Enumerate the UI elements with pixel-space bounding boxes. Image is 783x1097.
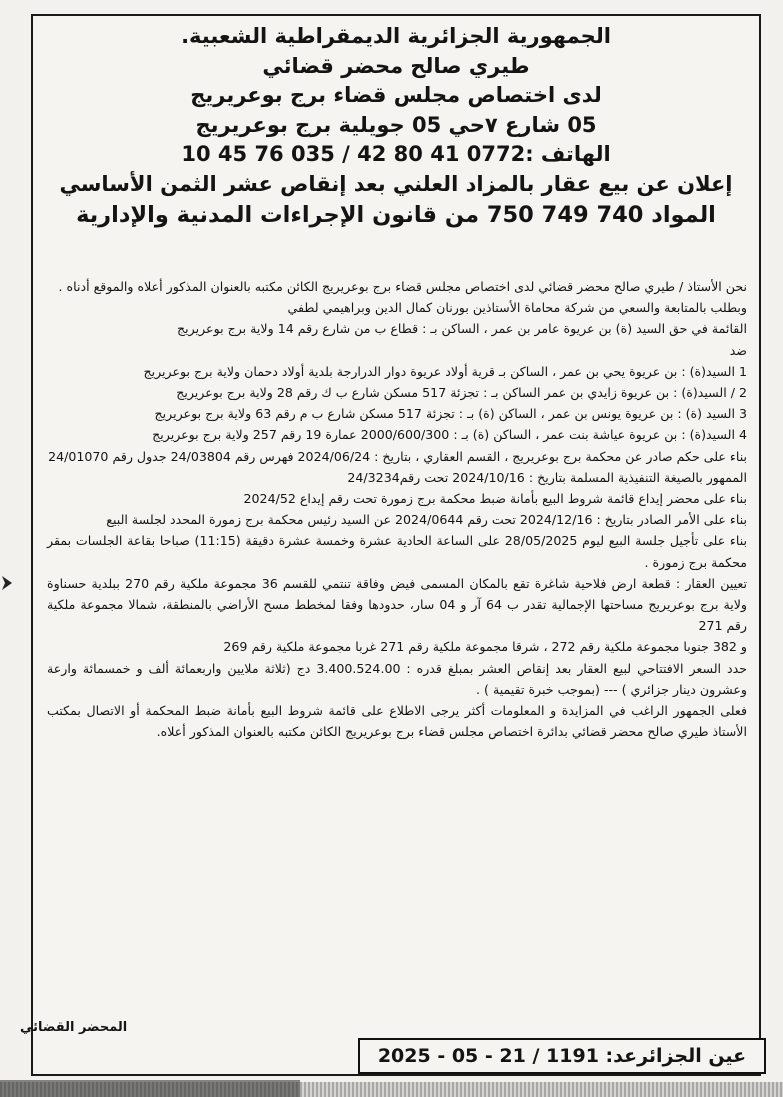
bailiff-signature-label: المحضر القضائي: [20, 1020, 128, 1035]
bailiff-name: طيري صالح محضر قضائي: [262, 53, 530, 78]
enforcement-paragraph: الممهور بالصيغة التنفيذية المسلمة بتاريخ : 2024/10/16 تحت رقم24/3234: [347, 469, 747, 485]
legal-articles-line: المواد 740 749 750 من قانون الإجراءات المدنية والإدارية: [76, 202, 716, 228]
intro-paragraph: نحن الأستاذ / طيري صالح محضر قضائي لدى اختصاص مجلس قضاء برج بوعريريج الكائن مكتبه بالعنوان المذكور أعلاه والموقع أدناه .: [58, 279, 747, 294]
postponement-paragraph: بناء على تأجيل جلسة البيع ليوم 28/05/2025 على الساعة الحادية عشرة وخمسة عشرة دقيقة (11:15) صباحا بقاعة الجلسات بمقر محكمة برج زمورة .: [47, 533, 747, 570]
against-label: ضد: [729, 342, 747, 358]
address-line: 05 شارع ٧حي 05 جويلية برج بوعريريج: [195, 112, 597, 137]
jurisdiction-line: لدى اختصاص مجلس قضاء برج بوعريريج: [190, 83, 602, 107]
opening-price: حدد السعر الافتتاحي لبيع العقار بعد إنقاص العشر بمبلغ قدره : 3.400.524.00 دج (ثلاثة ملايين واربعمائة ألف و خمسمائة وارعة وعشرون دينار جزائري ) --- (بموجب خبرة تقيمية ) .: [47, 660, 747, 697]
judgment-paragraph: بناء على حكم صادر عن محكمة برج بوعريريج ، القسم العقاري ، بتاريخ : 2024/06/24 فهرس رقم 24/03804 جدول رقم 24/01070: [48, 448, 747, 464]
announcement-title: إعلان عن بيع عقار بالمزاد العلني بعد إنقاص عشر الثمن الأساسي: [59, 171, 733, 196]
defendant-2: 2 / السيد(ة) : بن عريوة زايدي بن عمر الساكن بـ : تجزئة 517 مسكن شارع ب ك رقم 28 ولاية برج بوعريريج: [176, 385, 747, 401]
defendant-3: 3 السيد (ة) : بن عريوة يونس بن عمر ، الساكن (ة) بـ : تجزئة 517 مسكن شارع ب م رقم 63 ولاية برج بوعريريج: [154, 406, 747, 422]
closing-paragraph: فعلى الجمهور الراغب في المزايدة و المعلومات أكثر يرجى الاطلاع على قائمة شروط البيع بأمانة ضبط المحكمة أو الاتصال بمكتب الأستاذ طيري صالح محضر قضائي بدائرة اختصاص مجلس قضاء برج بوعريريج الكائن مكتبه بالعنوان المذكور أعلاه.: [47, 703, 747, 740]
phone-line: الهاتف :0772 41 80 42 / 035 76 45 10: [181, 142, 611, 166]
margin-arrow-icon: [0, 573, 14, 593]
announcement-header: [33, 22, 759, 232]
announcement-body: [47, 276, 747, 742]
deposit-paragraph: بناء على محضر إيداع قائمة شروط البيع بأمانة ضبط محكمة برج زمورة تحت رقم إيداع 2024/52: [243, 491, 747, 507]
scan-edge-shadow: [0, 1080, 300, 1097]
republic-title: الجمهورية الجزائرية الديمقراطية الشعبية.: [181, 24, 611, 48]
order-paragraph: بناء على الأمر الصادر بتاريخ : 2024/12/16 تحت رقم 2024/0644 عن السيد رئيس محكمة برج زمورة المحدد لجلسة البيع: [106, 512, 747, 528]
defendant-4: 4 السيد(ة) : بن عريوة عياشة بنت عمر ، الساكن (ة) بـ : 2000/600/300 عمارة 19 رقم 257 ولاية برج بوعريريج: [152, 427, 747, 443]
plaintiff-paragraph: القائمة في حق السيد (ة) بن عريوة عامر بن عمر ، الساكن بـ : قطاع ب من شارع رقم 14 ولاية برج بوعريريج: [177, 321, 747, 337]
property-boundaries: و 382 جنوبا مجموعة ملكية رقم 272 ، شرقا مجموعة ملكية رقم 271 غربا مجموعة ملكية رقم 269: [223, 639, 747, 655]
publication-reference: عين الجزائرعد: 1191 / 21 - 05 - 2025: [358, 1038, 766, 1074]
announcement-frame: [31, 14, 761, 1076]
defendant-1: 1 السيد(ة) : بن عريوة يحي بن عمر ، الساكن بـ قرية أولاد عريوة دوار الدرارجة بلدية أولاد دحمان ولاية برج بوعريريج: [143, 363, 747, 379]
property-designation: تعيين العقار : قطعة ارض فلاحية شاغرة تقع بالمكان المسمى فيض وفاقة تنتمي للقسم 36 مجموعة ملكية رقم 270 ببلدية حسناوة ولاية برج بوعريريج مساحتها الإجمالية تقدر ب 64 آر و 04 سار، حدودها وفقا لمخطط مسح الأراضي بالمنطقة، شمالا مجموعة ملكية رقم 271: [47, 575, 748, 634]
requester-paragraph: وبطلب بالمتابعة والسعي من شركة محاماة الأستاذين بورنان كمال الدين وبراهيمي لطفي: [287, 300, 747, 316]
